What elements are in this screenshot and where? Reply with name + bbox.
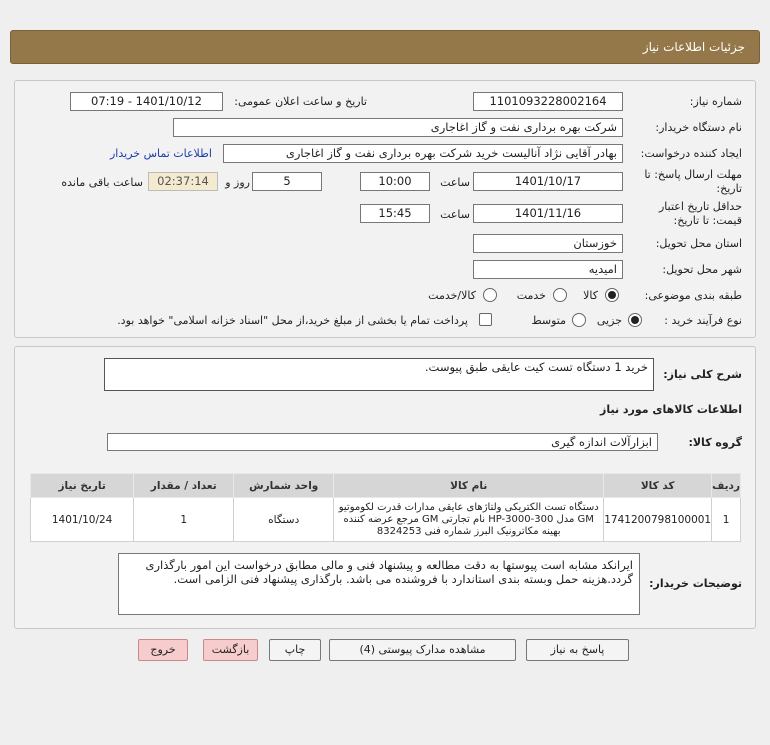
cell-name: دستگاه تست الکتریکی ولتاژهای عایقی مدارات قدرت لکوموتیو GM مدل HP-3000-300 نام تجارتی GM مرجع عرضه کننده بهینه مکاترونیک البرز شماره فنی 8324253 (334, 498, 604, 542)
summary-field: خرید 1 دستگاه تست کیت عایقی طبق پیوست. (104, 358, 654, 391)
table-header-row (31, 474, 741, 498)
exit-button[interactable]: خروج (138, 639, 188, 661)
process-minor-label: جزیی (596, 314, 622, 327)
back-button[interactable]: بازگشت (203, 639, 258, 661)
buyer-notes-label: توضیحات خریدار: (649, 577, 742, 590)
col-qty: تعداد / مقدار (134, 474, 234, 498)
category-service-radio[interactable] (553, 288, 567, 302)
category-goods-radio[interactable] (605, 288, 619, 302)
category-goods-label: کالا (583, 289, 598, 302)
buyer-org-label: نام دستگاه خریدار: (655, 121, 742, 134)
page-header (10, 30, 760, 64)
validity-label (642, 200, 742, 228)
buyer-org-field: شرکت بهره برداری نفت و گاز اغاجاری (173, 118, 623, 137)
need-number-field: 1101093228002164 (473, 92, 623, 111)
category-label: طبقه بندی موضوعی: (644, 289, 742, 302)
category-service-label: خدمت (516, 289, 546, 302)
col-name: نام کالا (334, 474, 604, 498)
view-attachments-button[interactable]: مشاهده مدارک پیوستی (4) (329, 639, 516, 661)
process-minor-radio[interactable] (628, 313, 642, 327)
announce-date-label: تاریخ و ساعت اعلان عمومی: (234, 95, 367, 108)
city-label: شهر محل تحویل: (662, 263, 742, 276)
need-number-label: شماره نیاز: (689, 95, 742, 108)
cell-row: 1 (712, 498, 741, 542)
deadline-date-field: 1401/10/17 (473, 172, 623, 191)
validity-time-label: ساعت (440, 208, 470, 221)
goods-group-label: گروه کالا: (688, 436, 742, 449)
cell-qty: 1 (134, 498, 234, 542)
summary-label: شرح کلی نیاز: (663, 368, 742, 381)
category-both-label: کالا/خدمت (428, 289, 476, 302)
deadline-time-field: 10:00 (360, 172, 430, 191)
remaining-time-field: 02:37:14 (148, 172, 218, 191)
page-title: جزئیات اطلاعات نیاز (642, 40, 745, 54)
cell-unit: دستگاه (234, 498, 334, 542)
creator-field: بهادر آقایی نژاد آنالیست خرید شرکت بهره برداری نفت و گاز اغاجاری (223, 144, 623, 163)
col-code: کد کالا (604, 474, 712, 498)
deadline-label (642, 168, 742, 196)
reply-button[interactable]: پاسخ به نیاز (526, 639, 629, 661)
validity-label-text: حداقل تاریخ اعتبار قیمت: تا تاریخ: (658, 200, 742, 227)
col-date: تاریخ نیاز (31, 474, 134, 498)
cell-date: 1401/10/24 (31, 498, 134, 542)
validity-time-field: 15:45 (360, 204, 430, 223)
city-field: امیدیه (473, 260, 623, 279)
validity-date-field: 1401/11/16 (473, 204, 623, 223)
goods-table (30, 473, 741, 542)
deadline-label-text: مهلت ارسال پاسخ: تا تاریخ: (644, 168, 742, 195)
remaining-label: ساعت باقی مانده (61, 176, 143, 189)
process-medium-radio[interactable] (572, 313, 586, 327)
province-field: خوزستان (473, 234, 623, 253)
buyer-notes-field: ایرانکد مشابه است پیوستها به دقت مطالعه و پیشنهاد فنی و مالی مطابق درخواست این امور بارگذاری گردد.هزینه حمل وبسته بندی استاندارد با فروشنده می باشد. بارگذاری پیشنهاد فنی الزامی است. (118, 553, 640, 615)
province-label: استان محل تحویل: (655, 237, 742, 250)
treasury-payment-note: پرداخت تمام یا بخشی از مبلغ خرید،از محل "اسناد خزانه اسلامی" خواهد بود. (117, 314, 468, 327)
deadline-days-field: 5 (252, 172, 322, 191)
buyer-contact-link[interactable]: اطلاعات تماس خریدار (110, 147, 212, 160)
process-medium-label: متوسط (531, 314, 566, 327)
table-row (31, 498, 741, 542)
cell-code: 1741200798100001 (604, 498, 712, 542)
creator-label: ایجاد کننده درخواست: (640, 147, 742, 160)
print-button[interactable]: چاپ (269, 639, 321, 661)
goods-info-title: اطلاعات کالاهای مورد نیاز (600, 403, 742, 416)
category-both-radio[interactable] (483, 288, 497, 302)
col-unit: واحد شمارش (234, 474, 334, 498)
goods-group-field: ابزارآلات اندازه گیری (107, 433, 658, 451)
days-label: روز و (225, 176, 250, 189)
process-label: نوع فرآیند خرید : (664, 314, 742, 327)
announce-date-field: 1401/10/12 - 07:19 (70, 92, 223, 111)
deadline-time-label: ساعت (440, 176, 470, 189)
col-row: ردیف (712, 474, 741, 498)
treasury-payment-checkbox[interactable] (479, 313, 492, 326)
